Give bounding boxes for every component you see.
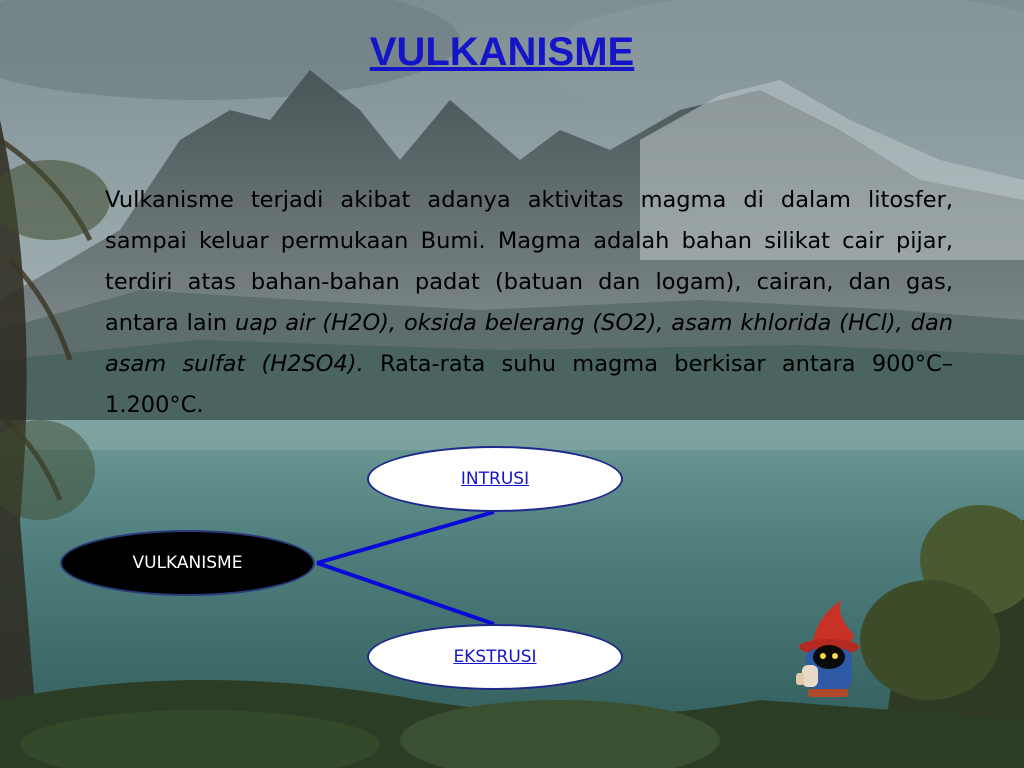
diagram-branch-intrusi[interactable] [367,446,623,512]
black-mage-icon[interactable] [792,595,867,700]
slide-paragraph [105,180,953,426]
slide-title[interactable]: VULKANISME [369,30,635,74]
diagram-root-node [60,530,315,596]
diagram-branch-ekstrusi[interactable] [367,624,623,690]
paragraph-part-1: Vulkanisme terjadi akibat adanya aktivitas magma di dalam litosfer, sampai keluar permukaan Bumi. Magma adalah bahan silikat cair pijar, terdiri atas bahan-bahan padat (batuan dan logam), cairan, dan gas, antara lain [105,187,953,336]
ekstrusi-link[interactable]: EKSTRUSI [453,647,537,667]
intrusi-link[interactable]: INTRUSI [460,469,530,489]
paragraph-part-3: Rata-rata suhu magma berkisar antara 900°C–1.200°C. [105,351,953,418]
paragraph-chemical-list: uap air (H2O), oksida belerang (SO2), asam khlorida (HCl), dan asam sulfat (H2SO4). [105,310,953,377]
root-node-label: VULKANISME [132,553,243,573]
